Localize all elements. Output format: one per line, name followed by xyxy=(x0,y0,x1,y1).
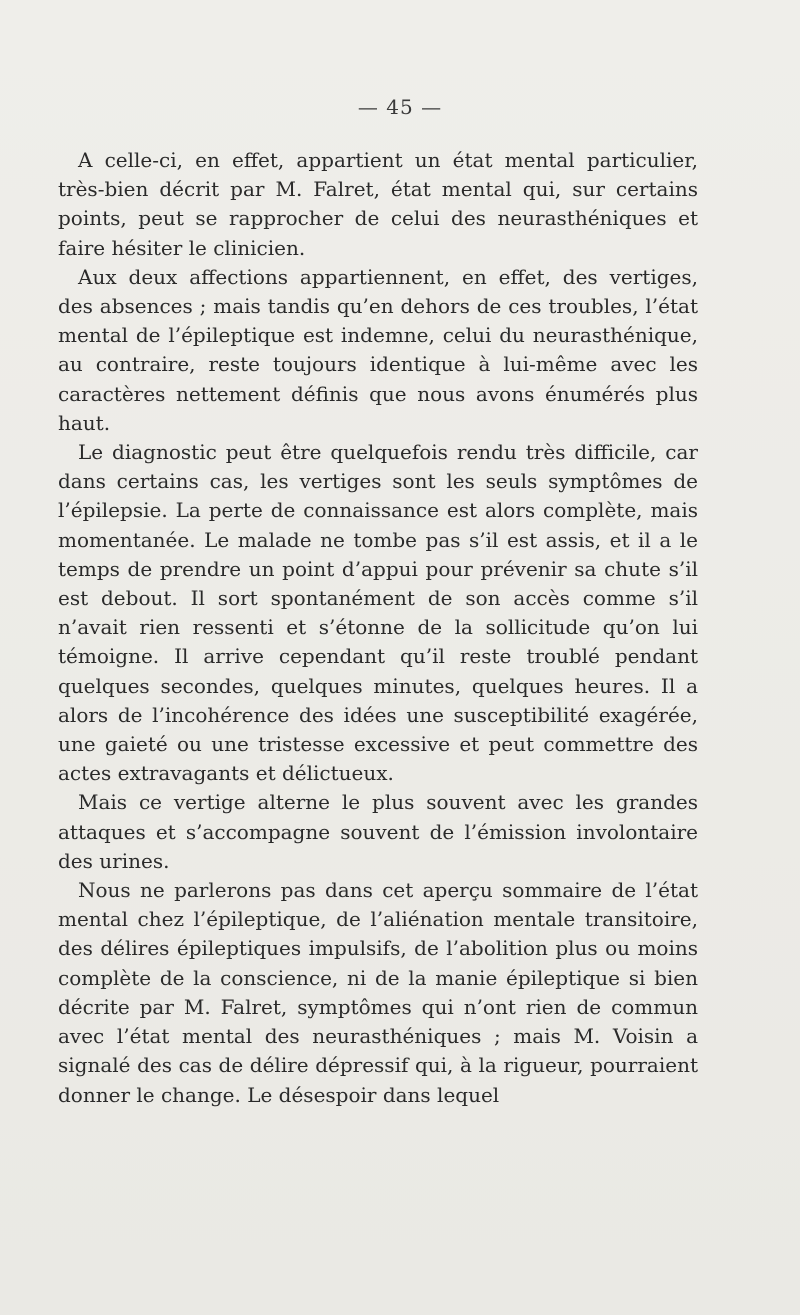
paragraph-summary-overview: Nous ne parlerons pas dans cet aperçu sommaire de l’état mental chez l’épileptique, de l’aliénation mentale transitoire, des délires épileptiques impulsifs, de l’abolition plus ou moins complète de la conscience, ni de la manie épileptique si bien décrite par M. Falret, symptômes qui n’ont rien de commun avec l’état mental des neurasthéniques ; mais M. Voisin a signalé des cas de délire dépressif qui, à la rigueur, pourraient donner le change. Le désespoir dans lequel xyxy=(58,878,698,1107)
paragraph-diagnosis: Le diagnostic peut être quelquefois rendu très difficile, car dans certains cas, les vertiges sont les seuls symptômes de l’épilepsie. La perte de connaissance est alors complète, mais momentanée. Le malade ne tombe pas s’il est assis, et il a le temps de prendre un point d’appui pour prévenir sa chute s’il est debout. Il sort spontanément de son accès comme s’il n’avait rien ressenti et s’étonne de la sollicitude qu’on lui témoigne. Il arrive cependant qu’il reste troublé pendant quelques secondes, quelques minutes, quelques heures. Il a alors de l’incohérence des idées une susceptibilité exagérée, une gaieté ou une tristesse excessive et peut commettre des actes extravagants et délictueux. xyxy=(58,440,698,786)
paragraph-vertigo-attacks: Mais ce vertige alterne le plus souvent avec les grandes attaques et s’accompagne souvent de l’émission involontaire des urines. xyxy=(58,790,698,873)
paragraph-epilepsy-mental-state: A celle-ci, en effet, appartient un état mental particulier, très-bien décrit par M. Falret, état mental qui, sur certains points, peut se rapprocher de celui des neurasthéniques et faire hésiter le clinicien. xyxy=(58,148,698,260)
paragraph-shared-affections: Aux deux affections appartiennent, en effet, des vertiges, des absences ; mais tandis qu’en dehors de ces troubles, l’état mental de l’épileptique est indemne, celui du neurasthénique, au contraire, reste toujours identique à lui-même avec les caractères nettement définis que nous avons énumérés plus haut. xyxy=(58,264,698,435)
body-text xyxy=(58,146,698,1110)
page-number: — 45 — xyxy=(357,95,443,119)
